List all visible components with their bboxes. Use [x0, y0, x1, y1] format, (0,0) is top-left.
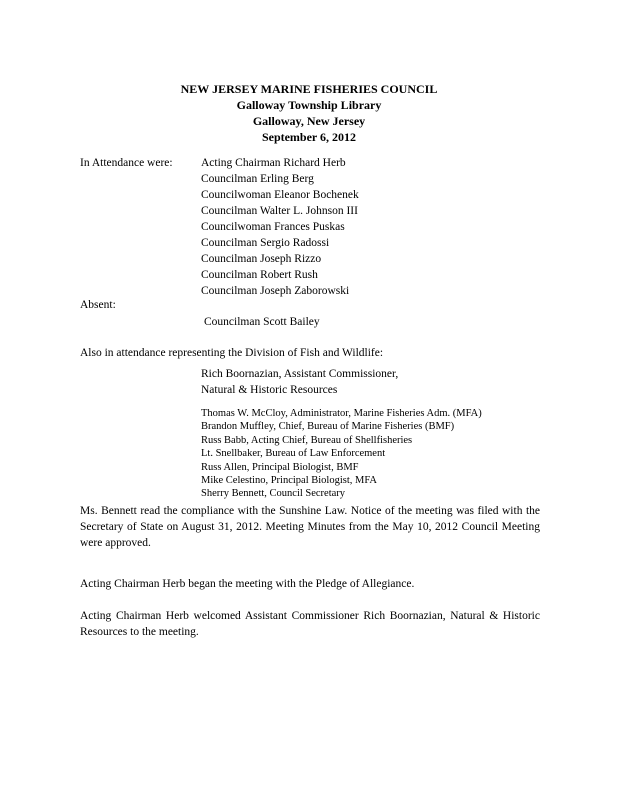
- staff-member: Thomas W. McCloy, Administrator, Marine Fisheries Adm. (MFA): [201, 408, 482, 419]
- division-attendance-label: Also in attendance representing the Division of Fish and Wildlife:: [80, 347, 384, 359]
- staff-member: Mike Celestino, Principal Biologist, MFA: [201, 475, 377, 487]
- attendee-name: Councilman Joseph Zaborowski: [201, 285, 350, 297]
- division-staff-list: [201, 407, 531, 501]
- attendee-name: Councilman Walter L. Johnson III: [201, 205, 358, 217]
- pledge-paragraph: Acting Chairman Herb began the meeting with the Pledge of Allegiance.: [80, 578, 415, 590]
- council-title: NEW JERSEY MARINE FISHERIES COUNCIL: [180, 82, 438, 96]
- absent-label: Absent:: [80, 299, 116, 311]
- attendee-name: Councilwoman Frances Puskas: [201, 221, 345, 233]
- venue-location: Galloway, New Jersey: [252, 114, 366, 128]
- staff-member: Sherry Bennett, Council Secretary: [201, 488, 346, 500]
- attendee-name: Councilwoman Eleanor Bochenek: [201, 189, 359, 201]
- attendee-name: Councilman Joseph Rizzo: [201, 253, 322, 265]
- attendee-name: Councilman Sergio Radossi: [201, 237, 330, 249]
- welcome-paragraph: Acting Chairman Herb welcomed Assistant Commissioner Rich Boornazian, Natural & Historic Resources to the meeting.: [80, 610, 540, 638]
- assistant-commissioner-block: [201, 366, 521, 398]
- staff-member: Russ Allen, Principal Biologist, BMF: [201, 461, 359, 473]
- meeting-date: September 6, 2012: [261, 130, 357, 144]
- document-header: [0, 81, 618, 145]
- commissioner-name-line: Rich Boornazian, Assistant Commissioner,: [201, 368, 399, 380]
- attendee-name: Councilman Erling Berg: [201, 173, 314, 185]
- attendee-name: Councilman Robert Rush: [201, 269, 318, 281]
- staff-member: Brandon Muffley, Chief, Bureau of Marine Fisheries (BMF): [201, 421, 455, 433]
- attendee-list: [201, 155, 531, 299]
- sunshine-law-paragraph: Ms. Bennett read the compliance with the Sunshine Law. Notice of the meeting was filed with the Secretary of State on August 31, 2012. Meeting Minutes from the May 10, 2012 Council Meeting were approved.: [80, 505, 540, 549]
- commissioner-dept-line: Natural & Historic Resources: [201, 384, 338, 396]
- attendee-name: Acting Chairman Richard Herb: [201, 157, 346, 169]
- venue-name: Galloway Township Library: [236, 98, 382, 112]
- absent-member-name: Councilman Scott Bailey: [204, 316, 320, 328]
- attendance-label: In Attendance were:: [80, 157, 173, 169]
- staff-member: Russ Babb, Acting Chief, Bureau of Shellfisheries: [201, 434, 413, 446]
- staff-member: Lt. Snellbaker, Bureau of Law Enforcement: [201, 448, 386, 460]
